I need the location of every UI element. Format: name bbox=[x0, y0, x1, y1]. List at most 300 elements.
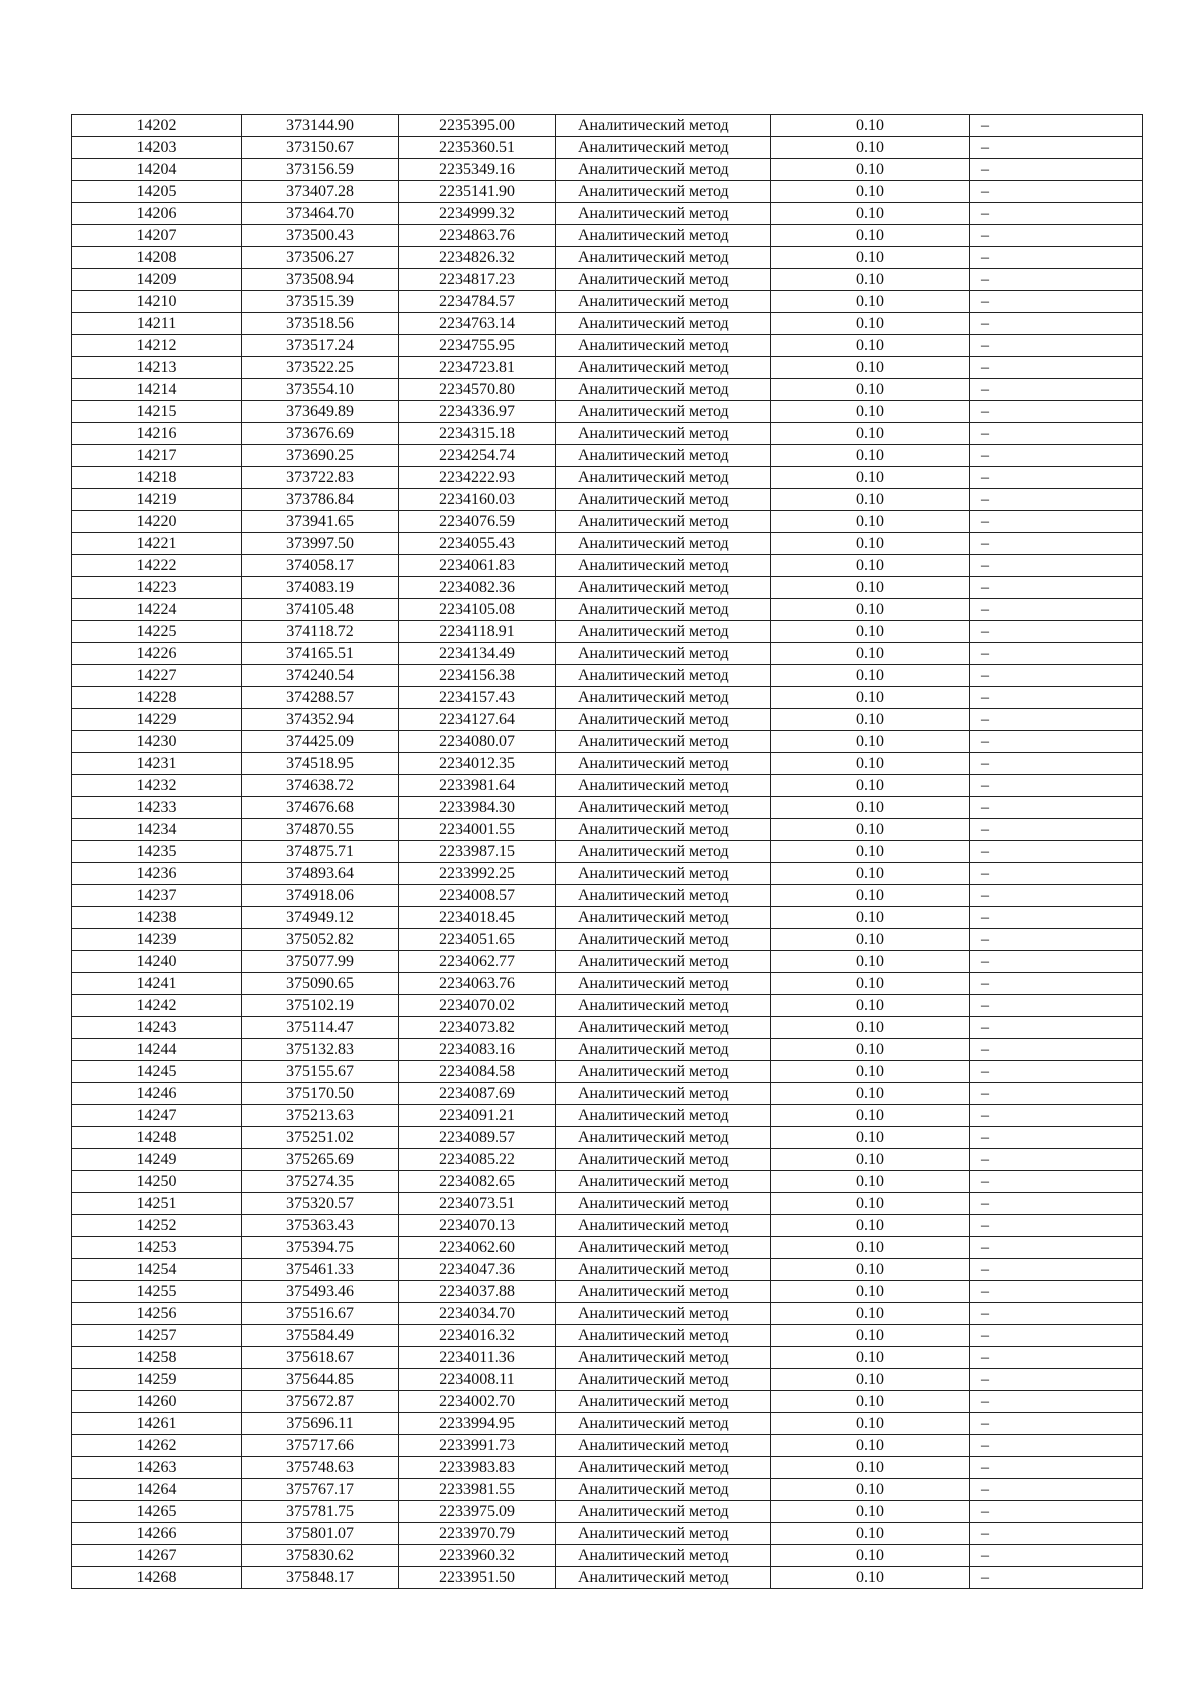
note-cell: – bbox=[970, 1545, 1143, 1567]
y-coordinate-cell: 2235395.00 bbox=[399, 115, 556, 137]
accuracy-cell: 0.10 bbox=[771, 247, 970, 269]
y-coordinate-cell: 2234085.22 bbox=[399, 1149, 556, 1171]
x-coordinate-cell: 375090.65 bbox=[242, 973, 399, 995]
point-number-cell: 14207 bbox=[72, 225, 242, 247]
y-coordinate-cell: 2234051.65 bbox=[399, 929, 556, 951]
note-cell: – bbox=[970, 225, 1143, 247]
table-row bbox=[72, 951, 1143, 973]
table-row bbox=[72, 1567, 1143, 1589]
y-coordinate-cell: 2234018.45 bbox=[399, 907, 556, 929]
point-number-cell: 14260 bbox=[72, 1391, 242, 1413]
y-coordinate-cell: 2234089.57 bbox=[399, 1127, 556, 1149]
table-row bbox=[72, 511, 1143, 533]
table-row bbox=[72, 423, 1143, 445]
accuracy-cell: 0.10 bbox=[771, 973, 970, 995]
method-cell: Аналитический метод bbox=[556, 577, 771, 599]
point-number-cell: 14208 bbox=[72, 247, 242, 269]
note-cell: – bbox=[970, 907, 1143, 929]
point-number-cell: 14238 bbox=[72, 907, 242, 929]
point-number-cell: 14212 bbox=[72, 335, 242, 357]
accuracy-cell: 0.10 bbox=[771, 423, 970, 445]
accuracy-cell: 0.10 bbox=[771, 137, 970, 159]
method-cell: Аналитический метод bbox=[556, 1523, 771, 1545]
table-row bbox=[72, 841, 1143, 863]
note-cell: – bbox=[970, 511, 1143, 533]
y-coordinate-cell: 2234073.82 bbox=[399, 1017, 556, 1039]
point-number-cell: 14267 bbox=[72, 1545, 242, 1567]
method-cell: Аналитический метод bbox=[556, 445, 771, 467]
x-coordinate-cell: 375848.17 bbox=[242, 1567, 399, 1589]
note-cell: – bbox=[970, 137, 1143, 159]
accuracy-cell: 0.10 bbox=[771, 1369, 970, 1391]
y-coordinate-cell: 2234156.38 bbox=[399, 665, 556, 687]
table-row bbox=[72, 1259, 1143, 1281]
table-row bbox=[72, 753, 1143, 775]
y-coordinate-cell: 2233994.95 bbox=[399, 1413, 556, 1435]
y-coordinate-cell: 2234254.74 bbox=[399, 445, 556, 467]
note-cell: – bbox=[970, 1567, 1143, 1589]
point-number-cell: 14217 bbox=[72, 445, 242, 467]
method-cell: Аналитический метод bbox=[556, 1259, 771, 1281]
table-row bbox=[72, 225, 1143, 247]
point-number-cell: 14202 bbox=[72, 115, 242, 137]
table-row bbox=[72, 1237, 1143, 1259]
x-coordinate-cell: 374875.71 bbox=[242, 841, 399, 863]
method-cell: Аналитический метод bbox=[556, 423, 771, 445]
x-coordinate-cell: 375830.62 bbox=[242, 1545, 399, 1567]
method-cell: Аналитический метод bbox=[556, 797, 771, 819]
point-number-cell: 14211 bbox=[72, 313, 242, 335]
y-coordinate-cell: 2234037.88 bbox=[399, 1281, 556, 1303]
method-cell: Аналитический метод bbox=[556, 269, 771, 291]
y-coordinate-cell: 2233991.73 bbox=[399, 1435, 556, 1457]
point-number-cell: 14261 bbox=[72, 1413, 242, 1435]
table-row bbox=[72, 1127, 1143, 1149]
point-number-cell: 14219 bbox=[72, 489, 242, 511]
x-coordinate-cell: 374105.48 bbox=[242, 599, 399, 621]
accuracy-cell: 0.10 bbox=[771, 1083, 970, 1105]
y-coordinate-cell: 2234001.55 bbox=[399, 819, 556, 841]
accuracy-cell: 0.10 bbox=[771, 929, 970, 951]
table-row bbox=[72, 819, 1143, 841]
method-cell: Аналитический метод bbox=[556, 775, 771, 797]
point-number-cell: 14215 bbox=[72, 401, 242, 423]
point-number-cell: 14231 bbox=[72, 753, 242, 775]
y-coordinate-cell: 2233987.15 bbox=[399, 841, 556, 863]
x-coordinate-cell: 374352.94 bbox=[242, 709, 399, 731]
x-coordinate-cell: 374518.95 bbox=[242, 753, 399, 775]
x-coordinate-cell: 375320.57 bbox=[242, 1193, 399, 1215]
accuracy-cell: 0.10 bbox=[771, 1567, 970, 1589]
accuracy-cell: 0.10 bbox=[771, 599, 970, 621]
table-row bbox=[72, 863, 1143, 885]
accuracy-cell: 0.10 bbox=[771, 467, 970, 489]
table-row bbox=[72, 181, 1143, 203]
y-coordinate-cell: 2234723.81 bbox=[399, 357, 556, 379]
accuracy-cell: 0.10 bbox=[771, 181, 970, 203]
point-number-cell: 14239 bbox=[72, 929, 242, 951]
y-coordinate-cell: 2234073.51 bbox=[399, 1193, 556, 1215]
point-number-cell: 14221 bbox=[72, 533, 242, 555]
accuracy-cell: 0.10 bbox=[771, 1545, 970, 1567]
table-row bbox=[72, 973, 1143, 995]
accuracy-cell: 0.10 bbox=[771, 577, 970, 599]
point-number-cell: 14236 bbox=[72, 863, 242, 885]
point-number-cell: 14220 bbox=[72, 511, 242, 533]
method-cell: Аналитический метод bbox=[556, 1567, 771, 1589]
y-coordinate-cell: 2235360.51 bbox=[399, 137, 556, 159]
table-row bbox=[72, 313, 1143, 335]
point-number-cell: 14256 bbox=[72, 1303, 242, 1325]
method-cell: Аналитический метод bbox=[556, 1435, 771, 1457]
y-coordinate-cell: 2234083.16 bbox=[399, 1039, 556, 1061]
x-coordinate-cell: 375767.17 bbox=[242, 1479, 399, 1501]
method-cell: Аналитический метод bbox=[556, 973, 771, 995]
point-number-cell: 14258 bbox=[72, 1347, 242, 1369]
y-coordinate-cell: 2234016.32 bbox=[399, 1325, 556, 1347]
accuracy-cell: 0.10 bbox=[771, 1347, 970, 1369]
accuracy-cell: 0.10 bbox=[771, 665, 970, 687]
accuracy-cell: 0.10 bbox=[771, 863, 970, 885]
note-cell: – bbox=[970, 1259, 1143, 1281]
method-cell: Аналитический метод bbox=[556, 1017, 771, 1039]
accuracy-cell: 0.10 bbox=[771, 775, 970, 797]
table-row bbox=[72, 775, 1143, 797]
accuracy-cell: 0.10 bbox=[771, 115, 970, 137]
table-row bbox=[72, 1061, 1143, 1083]
table-row bbox=[72, 1457, 1143, 1479]
accuracy-cell: 0.10 bbox=[771, 1193, 970, 1215]
y-coordinate-cell: 2234222.93 bbox=[399, 467, 556, 489]
x-coordinate-cell: 373649.89 bbox=[242, 401, 399, 423]
note-cell: – bbox=[970, 291, 1143, 313]
point-number-cell: 14224 bbox=[72, 599, 242, 621]
accuracy-cell: 0.10 bbox=[771, 1281, 970, 1303]
x-coordinate-cell: 375114.47 bbox=[242, 1017, 399, 1039]
accuracy-cell: 0.10 bbox=[771, 1391, 970, 1413]
note-cell: – bbox=[970, 709, 1143, 731]
method-cell: Аналитический метод bbox=[556, 753, 771, 775]
method-cell: Аналитический метод bbox=[556, 665, 771, 687]
method-cell: Аналитический метод bbox=[556, 709, 771, 731]
x-coordinate-cell: 375801.07 bbox=[242, 1523, 399, 1545]
note-cell: – bbox=[970, 1325, 1143, 1347]
x-coordinate-cell: 375717.66 bbox=[242, 1435, 399, 1457]
x-coordinate-cell: 375363.43 bbox=[242, 1215, 399, 1237]
note-cell: – bbox=[970, 1391, 1143, 1413]
point-number-cell: 14237 bbox=[72, 885, 242, 907]
y-coordinate-cell: 2233992.25 bbox=[399, 863, 556, 885]
table-row bbox=[72, 1171, 1143, 1193]
x-coordinate-cell: 375696.11 bbox=[242, 1413, 399, 1435]
y-coordinate-cell: 2235141.90 bbox=[399, 181, 556, 203]
coordinates-table-body bbox=[72, 115, 1143, 1589]
x-coordinate-cell: 373150.67 bbox=[242, 137, 399, 159]
point-number-cell: 14222 bbox=[72, 555, 242, 577]
note-cell: – bbox=[970, 929, 1143, 951]
accuracy-cell: 0.10 bbox=[771, 379, 970, 401]
point-number-cell: 14218 bbox=[72, 467, 242, 489]
accuracy-cell: 0.10 bbox=[771, 1457, 970, 1479]
x-coordinate-cell: 373522.25 bbox=[242, 357, 399, 379]
y-coordinate-cell: 2233975.09 bbox=[399, 1501, 556, 1523]
accuracy-cell: 0.10 bbox=[771, 533, 970, 555]
note-cell: – bbox=[970, 1501, 1143, 1523]
method-cell: Аналитический метод bbox=[556, 1413, 771, 1435]
y-coordinate-cell: 2234070.02 bbox=[399, 995, 556, 1017]
method-cell: Аналитический метод bbox=[556, 1215, 771, 1237]
note-cell: – bbox=[970, 687, 1143, 709]
point-number-cell: 14243 bbox=[72, 1017, 242, 1039]
note-cell: – bbox=[970, 1303, 1143, 1325]
point-number-cell: 14233 bbox=[72, 797, 242, 819]
method-cell: Аналитический метод bbox=[556, 181, 771, 203]
note-cell: – bbox=[970, 775, 1143, 797]
accuracy-cell: 0.10 bbox=[771, 995, 970, 1017]
note-cell: – bbox=[970, 247, 1143, 269]
x-coordinate-cell: 375516.67 bbox=[242, 1303, 399, 1325]
method-cell: Аналитический метод bbox=[556, 489, 771, 511]
x-coordinate-cell: 374118.72 bbox=[242, 621, 399, 643]
method-cell: Аналитический метод bbox=[556, 599, 771, 621]
note-cell: – bbox=[970, 753, 1143, 775]
accuracy-cell: 0.10 bbox=[771, 1303, 970, 1325]
table-row bbox=[72, 533, 1143, 555]
table-row bbox=[72, 1215, 1143, 1237]
note-cell: – bbox=[970, 445, 1143, 467]
x-coordinate-cell: 373518.56 bbox=[242, 313, 399, 335]
x-coordinate-cell: 375155.67 bbox=[242, 1061, 399, 1083]
method-cell: Аналитический метод bbox=[556, 1501, 771, 1523]
y-coordinate-cell: 2235349.16 bbox=[399, 159, 556, 181]
y-coordinate-cell: 2234062.60 bbox=[399, 1237, 556, 1259]
note-cell: – bbox=[970, 1347, 1143, 1369]
method-cell: Аналитический метод bbox=[556, 1391, 771, 1413]
note-cell: – bbox=[970, 643, 1143, 665]
table-row bbox=[72, 1479, 1143, 1501]
note-cell: – bbox=[970, 1171, 1143, 1193]
note-cell: – bbox=[970, 313, 1143, 335]
method-cell: Аналитический метод bbox=[556, 1237, 771, 1259]
method-cell: Аналитический метод bbox=[556, 1281, 771, 1303]
method-cell: Аналитический метод bbox=[556, 313, 771, 335]
y-coordinate-cell: 2234034.70 bbox=[399, 1303, 556, 1325]
point-number-cell: 14213 bbox=[72, 357, 242, 379]
method-cell: Аналитический метод bbox=[556, 533, 771, 555]
table-row bbox=[72, 1039, 1143, 1061]
note-cell: – bbox=[970, 1149, 1143, 1171]
point-number-cell: 14227 bbox=[72, 665, 242, 687]
x-coordinate-cell: 373517.24 bbox=[242, 335, 399, 357]
point-number-cell: 14223 bbox=[72, 577, 242, 599]
point-number-cell: 14257 bbox=[72, 1325, 242, 1347]
method-cell: Аналитический метод bbox=[556, 1171, 771, 1193]
note-cell: – bbox=[970, 269, 1143, 291]
method-cell: Аналитический метод bbox=[556, 1545, 771, 1567]
method-cell: Аналитический метод bbox=[556, 1105, 771, 1127]
point-number-cell: 14263 bbox=[72, 1457, 242, 1479]
method-cell: Аналитический метод bbox=[556, 1479, 771, 1501]
table-row bbox=[72, 687, 1143, 709]
table-row bbox=[72, 1347, 1143, 1369]
accuracy-cell: 0.10 bbox=[771, 1501, 970, 1523]
method-cell: Аналитический метод bbox=[556, 863, 771, 885]
table-row bbox=[72, 269, 1143, 291]
note-cell: – bbox=[970, 841, 1143, 863]
y-coordinate-cell: 2234763.14 bbox=[399, 313, 556, 335]
point-number-cell: 14241 bbox=[72, 973, 242, 995]
table-row bbox=[72, 995, 1143, 1017]
method-cell: Аналитический метод bbox=[556, 159, 771, 181]
table-row bbox=[72, 379, 1143, 401]
y-coordinate-cell: 2234134.49 bbox=[399, 643, 556, 665]
y-coordinate-cell: 2234008.11 bbox=[399, 1369, 556, 1391]
y-coordinate-cell: 2234127.64 bbox=[399, 709, 556, 731]
method-cell: Аналитический метод bbox=[556, 467, 771, 489]
note-cell: – bbox=[970, 1215, 1143, 1237]
method-cell: Аналитический метод bbox=[556, 1061, 771, 1083]
accuracy-cell: 0.10 bbox=[771, 1127, 970, 1149]
method-cell: Аналитический метод bbox=[556, 1347, 771, 1369]
accuracy-cell: 0.10 bbox=[771, 511, 970, 533]
note-cell: – bbox=[970, 995, 1143, 1017]
table-row bbox=[72, 357, 1143, 379]
point-number-cell: 14264 bbox=[72, 1479, 242, 1501]
point-number-cell: 14205 bbox=[72, 181, 242, 203]
x-coordinate-cell: 373722.83 bbox=[242, 467, 399, 489]
accuracy-cell: 0.10 bbox=[771, 1435, 970, 1457]
x-coordinate-cell: 373786.84 bbox=[242, 489, 399, 511]
table-row bbox=[72, 1083, 1143, 1105]
y-coordinate-cell: 2234011.36 bbox=[399, 1347, 556, 1369]
note-cell: – bbox=[970, 1369, 1143, 1391]
table-row bbox=[72, 1413, 1143, 1435]
method-cell: Аналитический метод bbox=[556, 1303, 771, 1325]
x-coordinate-cell: 375102.19 bbox=[242, 995, 399, 1017]
accuracy-cell: 0.10 bbox=[771, 313, 970, 335]
table-row bbox=[72, 203, 1143, 225]
note-cell: – bbox=[970, 1479, 1143, 1501]
accuracy-cell: 0.10 bbox=[771, 445, 970, 467]
x-coordinate-cell: 373407.28 bbox=[242, 181, 399, 203]
x-coordinate-cell: 373554.10 bbox=[242, 379, 399, 401]
table-row bbox=[72, 247, 1143, 269]
x-coordinate-cell: 375748.63 bbox=[242, 1457, 399, 1479]
note-cell: – bbox=[970, 1105, 1143, 1127]
x-coordinate-cell: 375052.82 bbox=[242, 929, 399, 951]
note-cell: – bbox=[970, 863, 1143, 885]
x-coordinate-cell: 375781.75 bbox=[242, 1501, 399, 1523]
accuracy-cell: 0.10 bbox=[771, 1039, 970, 1061]
point-number-cell: 14251 bbox=[72, 1193, 242, 1215]
accuracy-cell: 0.10 bbox=[771, 1259, 970, 1281]
method-cell: Аналитический метод bbox=[556, 1193, 771, 1215]
note-cell: – bbox=[970, 665, 1143, 687]
x-coordinate-cell: 375644.85 bbox=[242, 1369, 399, 1391]
y-coordinate-cell: 2233983.83 bbox=[399, 1457, 556, 1479]
table-row bbox=[72, 1545, 1143, 1567]
y-coordinate-cell: 2234055.43 bbox=[399, 533, 556, 555]
table-row bbox=[72, 291, 1143, 313]
x-coordinate-cell: 374058.17 bbox=[242, 555, 399, 577]
note-cell: – bbox=[970, 973, 1143, 995]
y-coordinate-cell: 2234012.35 bbox=[399, 753, 556, 775]
y-coordinate-cell: 2234047.36 bbox=[399, 1259, 556, 1281]
point-number-cell: 14250 bbox=[72, 1171, 242, 1193]
table-row bbox=[72, 731, 1143, 753]
note-cell: – bbox=[970, 203, 1143, 225]
note-cell: – bbox=[970, 401, 1143, 423]
accuracy-cell: 0.10 bbox=[771, 1237, 970, 1259]
method-cell: Аналитический метод bbox=[556, 951, 771, 973]
y-coordinate-cell: 2234817.23 bbox=[399, 269, 556, 291]
table-row bbox=[72, 445, 1143, 467]
point-number-cell: 14249 bbox=[72, 1149, 242, 1171]
accuracy-cell: 0.10 bbox=[771, 1149, 970, 1171]
table-row bbox=[72, 555, 1143, 577]
note-cell: – bbox=[970, 1413, 1143, 1435]
method-cell: Аналитический метод bbox=[556, 885, 771, 907]
x-coordinate-cell: 375461.33 bbox=[242, 1259, 399, 1281]
point-number-cell: 14244 bbox=[72, 1039, 242, 1061]
y-coordinate-cell: 2234336.97 bbox=[399, 401, 556, 423]
y-coordinate-cell: 2234070.13 bbox=[399, 1215, 556, 1237]
note-cell: – bbox=[970, 1127, 1143, 1149]
table-row bbox=[72, 1149, 1143, 1171]
note-cell: – bbox=[970, 819, 1143, 841]
point-number-cell: 14229 bbox=[72, 709, 242, 731]
method-cell: Аналитический метод bbox=[556, 555, 771, 577]
x-coordinate-cell: 375493.46 bbox=[242, 1281, 399, 1303]
table-row bbox=[72, 1523, 1143, 1545]
point-number-cell: 14255 bbox=[72, 1281, 242, 1303]
accuracy-cell: 0.10 bbox=[771, 1523, 970, 1545]
y-coordinate-cell: 2234570.80 bbox=[399, 379, 556, 401]
x-coordinate-cell: 374083.19 bbox=[242, 577, 399, 599]
accuracy-cell: 0.10 bbox=[771, 753, 970, 775]
y-coordinate-cell: 2234826.32 bbox=[399, 247, 556, 269]
y-coordinate-cell: 2234315.18 bbox=[399, 423, 556, 445]
point-number-cell: 14226 bbox=[72, 643, 242, 665]
x-coordinate-cell: 375618.67 bbox=[242, 1347, 399, 1369]
x-coordinate-cell: 374165.51 bbox=[242, 643, 399, 665]
point-number-cell: 14234 bbox=[72, 819, 242, 841]
accuracy-cell: 0.10 bbox=[771, 841, 970, 863]
table-row bbox=[72, 797, 1143, 819]
method-cell: Аналитический метод bbox=[556, 401, 771, 423]
note-cell: – bbox=[970, 885, 1143, 907]
table-row bbox=[72, 643, 1143, 665]
method-cell: Аналитический метод bbox=[556, 247, 771, 269]
x-coordinate-cell: 375170.50 bbox=[242, 1083, 399, 1105]
note-cell: – bbox=[970, 1523, 1143, 1545]
y-coordinate-cell: 2234087.69 bbox=[399, 1083, 556, 1105]
y-coordinate-cell: 2234105.08 bbox=[399, 599, 556, 621]
method-cell: Аналитический метод bbox=[556, 819, 771, 841]
y-coordinate-cell: 2234084.58 bbox=[399, 1061, 556, 1083]
point-number-cell: 14259 bbox=[72, 1369, 242, 1391]
point-number-cell: 14216 bbox=[72, 423, 242, 445]
note-cell: – bbox=[970, 1281, 1143, 1303]
table-row bbox=[72, 1391, 1143, 1413]
table-row bbox=[72, 907, 1143, 929]
x-coordinate-cell: 374288.57 bbox=[242, 687, 399, 709]
x-coordinate-cell: 375132.83 bbox=[242, 1039, 399, 1061]
point-number-cell: 14235 bbox=[72, 841, 242, 863]
x-coordinate-cell: 375213.63 bbox=[242, 1105, 399, 1127]
accuracy-cell: 0.10 bbox=[771, 1325, 970, 1347]
y-coordinate-cell: 2234062.77 bbox=[399, 951, 556, 973]
